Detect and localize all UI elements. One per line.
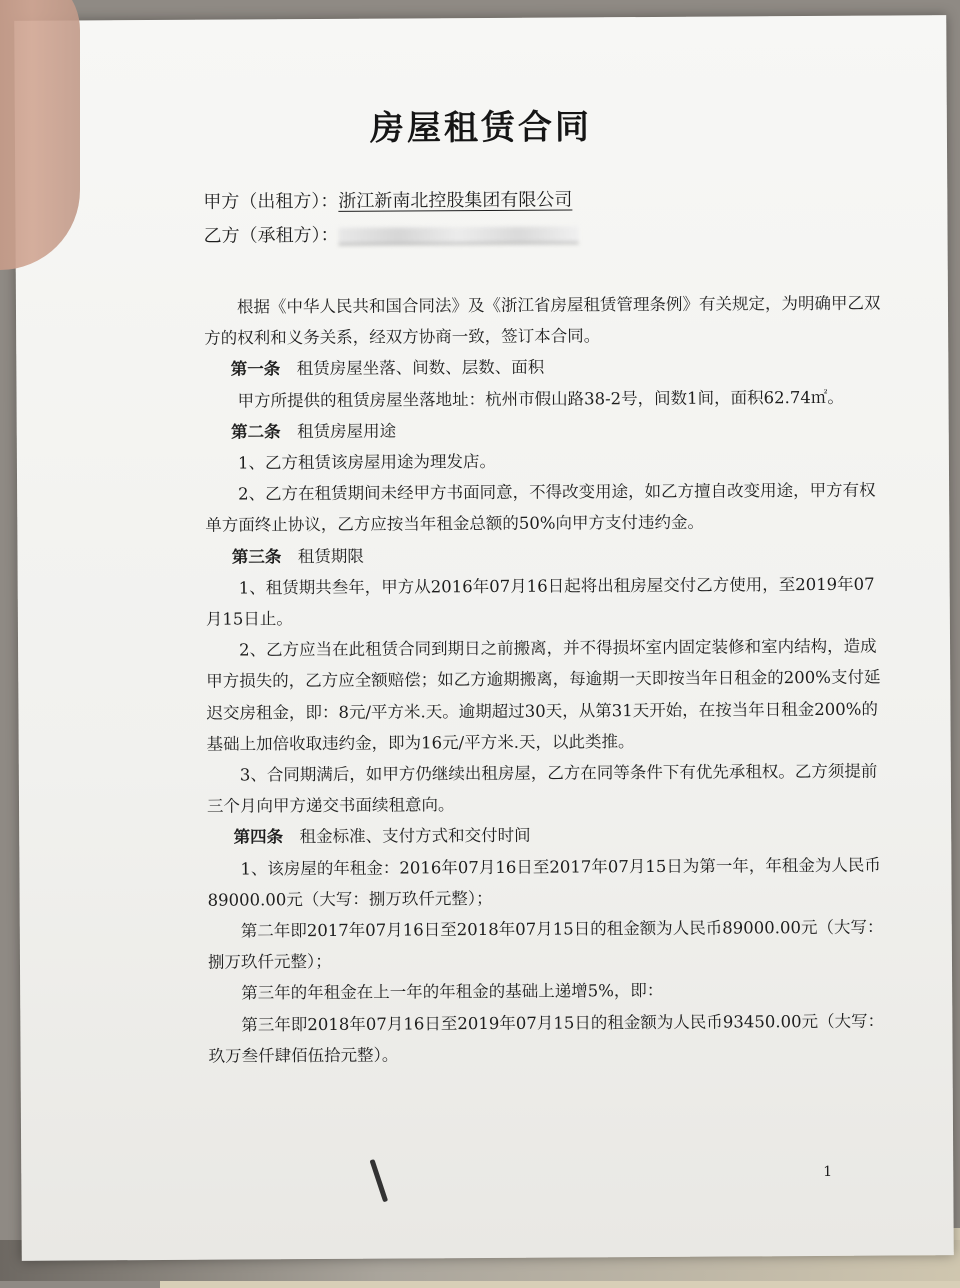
finger <box>0 0 80 270</box>
rent-clause-4: 第三年即2018年07月16日至2019年07月15日的租金额为人民币93450.00元（大写：玖万叁仟肆佰伍拾元整）。 <box>208 1011 885 1066</box>
article-2-heading <box>205 412 885 447</box>
article-3-number: 第三条 <box>231 546 282 567</box>
contract-page <box>14 15 954 1261</box>
location-paragraph: 甲方所提供的租赁房屋坐落地址：杭州市假山路38-2号，间数1间，面积62.74㎡。 <box>237 387 844 411</box>
party-b-label: 乙方（承租方）： <box>203 224 339 247</box>
pen-mark <box>370 1159 389 1202</box>
term-clause-2: 2、乙方应当在此租赁合同到期日之前搬离，并不得损坏室内固定装修和室内结构，造成甲方损失的，乙方应全额赔偿；如乙方逾期搬离，每逾期一天即按当年日租金的200%支付延迟交房租金，即：8元/平方米.天。逾期超过30天，从第31天开始，在按当年日租金200%的基础上加倍收取违约金，即为16元/平方米.天，以此类推。 <box>206 636 881 754</box>
contract-body <box>204 288 889 1072</box>
use-clause-2: 2、乙方在租赁期间未经甲方书面同意，不得改变用途，如乙方擅自改变用途，甲方有权单方面终止协议，乙方应按当年租金总额的50%向甲方支付违约金。 <box>205 480 876 536</box>
article-3-title: 租赁期限 <box>297 546 364 566</box>
party-b-line <box>203 219 578 247</box>
use-clause-1: 1、乙方租赁该房屋用途为理发店。 <box>237 451 496 473</box>
redacted-name <box>338 226 578 244</box>
article-4-title: 租金标准、支付方式和交付时间 <box>299 826 531 847</box>
article-4-number: 第四条 <box>233 827 284 847</box>
article-3-heading <box>205 537 885 572</box>
rent-clause-2: 第二年即2017年07月16日至2018年07月15日的租金额为人民币89000.00元（大写：捌万玖仟元整）； <box>207 917 884 972</box>
page-title: 房屋租赁合同 <box>369 107 593 149</box>
party-a-name: 浙江新南北控股集团有限公司 <box>338 189 573 212</box>
intro-paragraph: 根据《中华人民共和国合同法》及《浙江省房屋租赁管理条例》有关规定，为明确甲乙双方的权利和义务关系，经双方协商一致，签订本合同。 <box>204 293 881 348</box>
rent-clause-1: 1、该房屋的年租金：2016年07月16日至2017年07月15日为第一年，年租金为人民币89000.00元（大写：捌万玖仟元整）； <box>207 855 881 910</box>
party-a-label: 甲方（出租方）： <box>203 190 339 213</box>
article-4-heading <box>207 818 887 853</box>
term-clause-1: 1、租赁期共叁年，甲方从2016年07月16日起将出租房屋交付乙方使用，至2019年07月15日止。 <box>205 574 875 629</box>
page-number: 1 <box>823 1163 833 1180</box>
term-clause-3: 3、合同期满后，如甲方仍继续出租房屋，乙方在同等条件下有优先承租权。乙方须提前三个月向甲方递交书面续租意向。 <box>206 761 878 816</box>
party-a-line <box>203 185 572 213</box>
article-2-title: 租赁房屋用途 <box>297 421 397 441</box>
article-1-title: 租赁房屋坐落、间数、层数、面积 <box>296 358 545 379</box>
article-1-heading <box>204 350 884 385</box>
article-1-number: 第一条 <box>230 359 281 379</box>
article-2-number: 第二条 <box>231 422 281 442</box>
rent-clause-3: 第三年的年租金在上一年的年租金的基础上递增5%，即： <box>241 981 664 1003</box>
